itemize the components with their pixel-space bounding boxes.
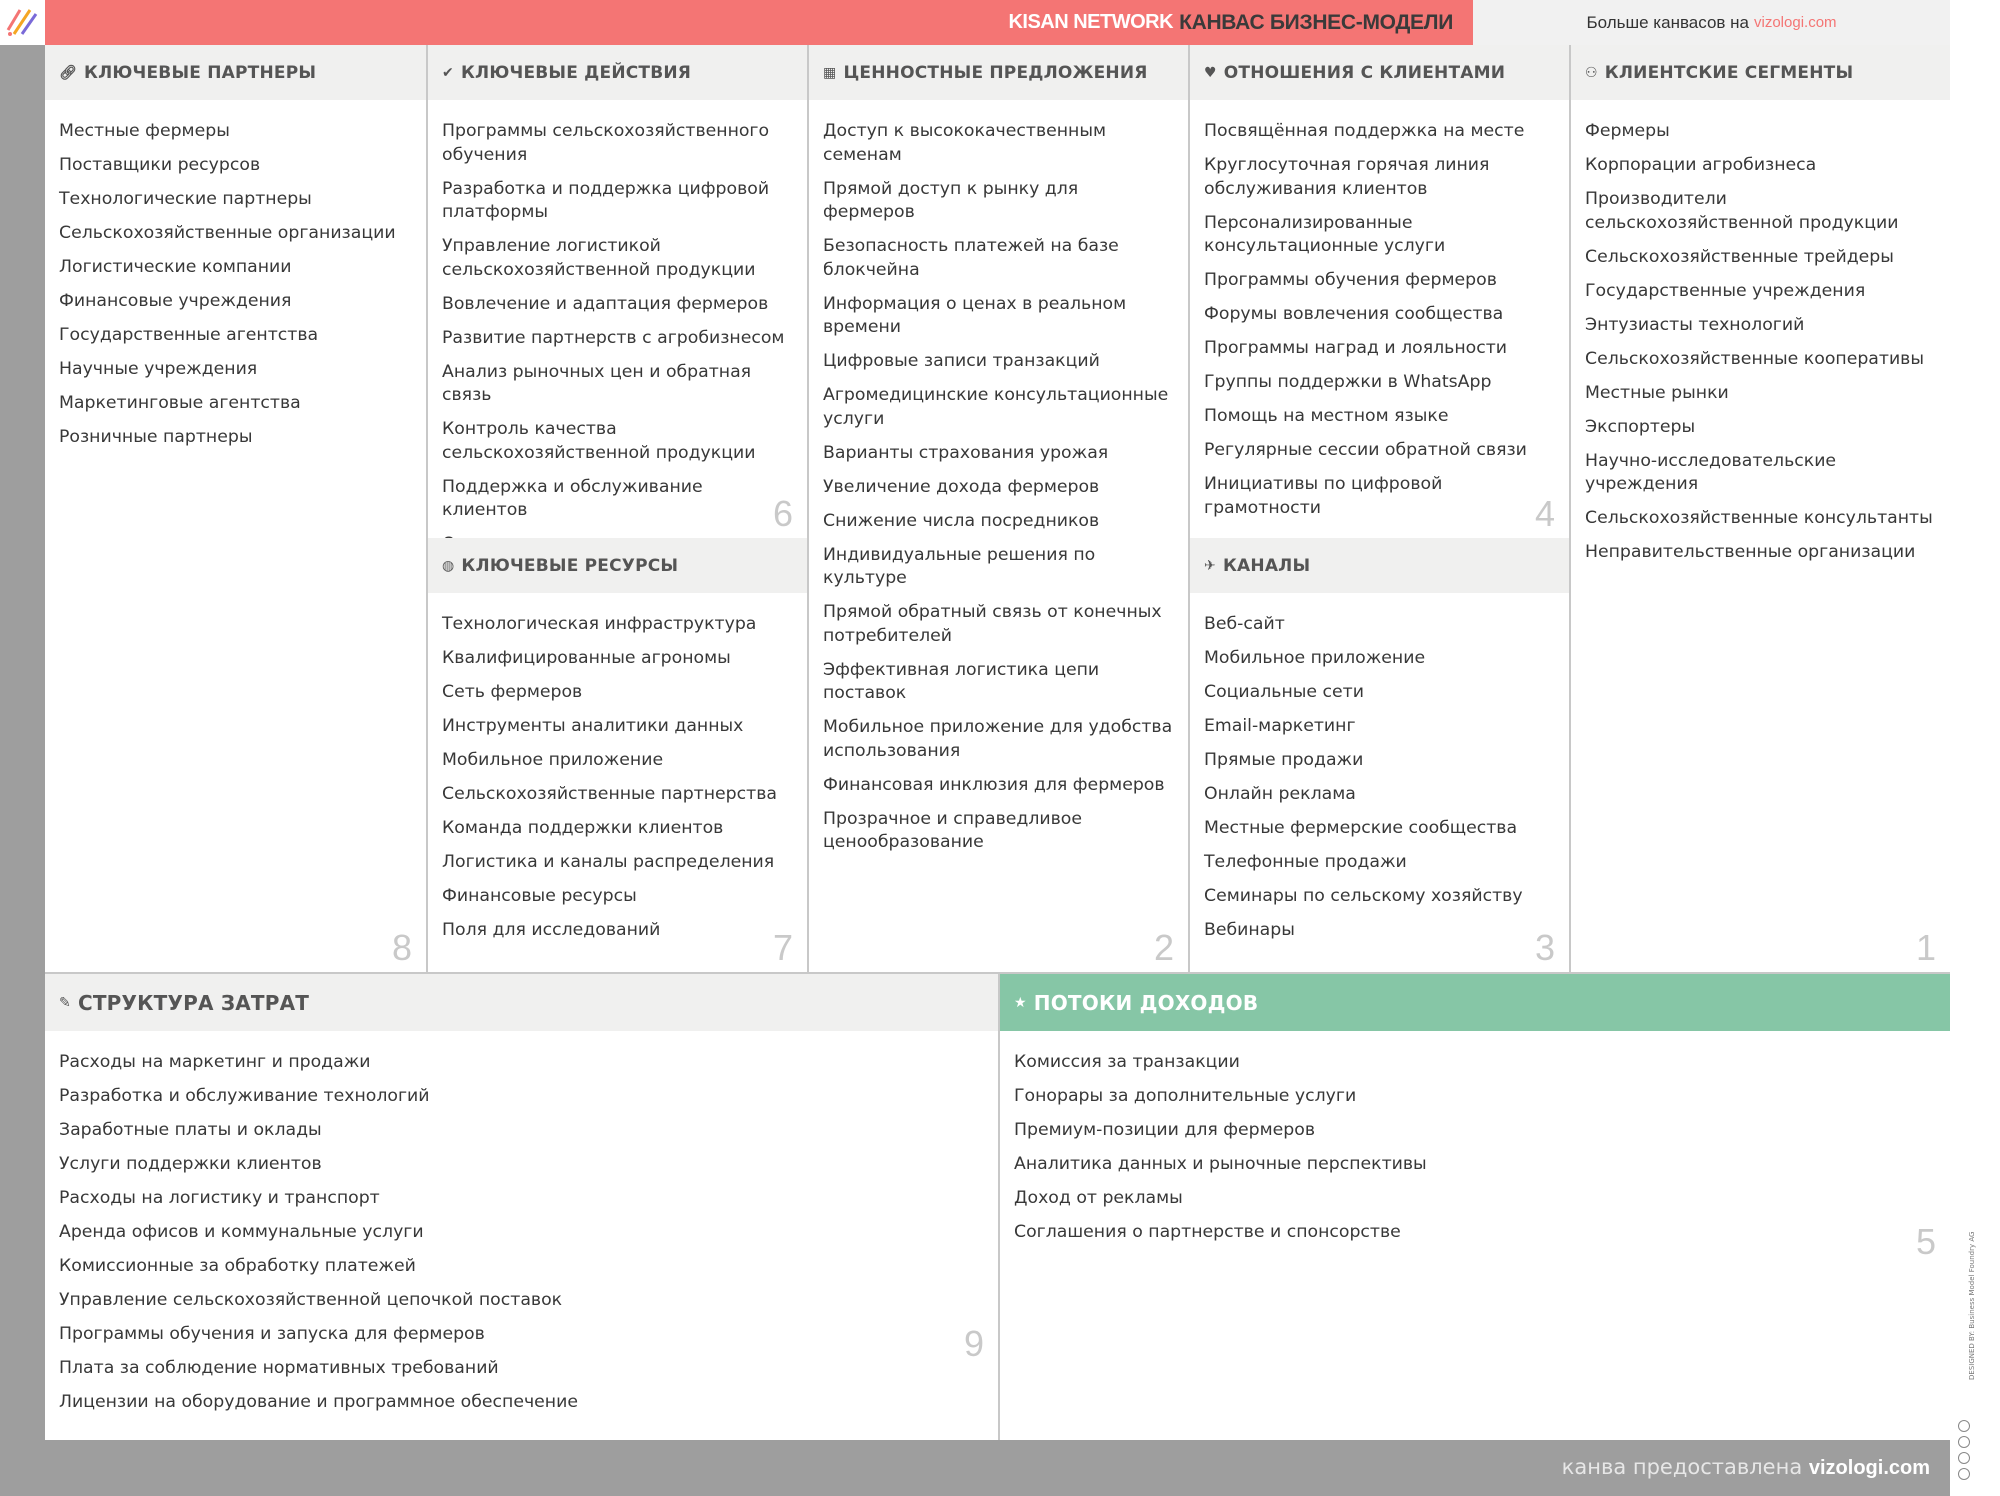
list-item: Информация о ценах в реальном времени [823, 293, 1127, 337]
list-item: Персонализированные консультационные услуги [1204, 212, 1446, 256]
license-icons [1958, 1420, 1970, 1480]
list-item: Местные фермерские сообщества [1204, 818, 1518, 838]
key-activities-header [428, 45, 807, 100]
customer-relationships-list [1190, 100, 1569, 520]
vizologi-link[interactable]: vizologi.com [1754, 14, 1837, 31]
list-item: Увеличение дохода фермеров [823, 476, 1100, 497]
list-item: Развитие партнерств с агробизнесом [442, 327, 785, 348]
logo-icon [0, 0, 45, 45]
canvas-provided-by[interactable] [1562, 1455, 1930, 1480]
list-item: Комиссионные за обработку платежей [59, 1256, 416, 1276]
key-partners-list [45, 100, 426, 450]
list-item: Круглосуточная горячая линия обслуживания клиентов [1204, 155, 1490, 199]
list-item: Доступ к высококачественным семенам [823, 121, 1107, 165]
key-resources-block [426, 538, 807, 972]
nc-icon [1958, 1468, 1970, 1480]
list-item: Расходы на логистику и транспорт [59, 1188, 380, 1208]
list-item: Энтузиасты технологий [1585, 314, 1805, 335]
list-item: Команда поддержки клиентов [442, 818, 724, 838]
revenue-streams-block [998, 972, 1950, 1440]
list-item: Варианты страхования урожая [823, 442, 1109, 463]
sa-icon [1958, 1452, 1970, 1464]
heart-icon: ♥ [1204, 64, 1217, 81]
list-item: Финансовая инклюзия для фермеров [823, 774, 1165, 795]
list-item: Расходы на маркетинг и продажи [59, 1052, 371, 1072]
list-item: Форумы вовлечения сообщества [1204, 304, 1504, 324]
tag-icon: ✎ [59, 994, 71, 1011]
block-number: 4 [1534, 493, 1555, 534]
plane-icon: ✈ [1204, 557, 1216, 574]
list-item: Вебинары [1204, 920, 1295, 940]
cc-icon [1958, 1420, 1970, 1432]
list-item: Управление сельскохозяйственной цепочкой поставок [59, 1290, 563, 1310]
list-item: Контроль качества сельскохозяйственной продукции [442, 419, 756, 463]
link-icon: 🔗︎ [59, 64, 77, 81]
list-item: Программы обучения фермеров [1204, 270, 1497, 290]
block-number: 1 [1915, 927, 1936, 968]
list-item: Инициативы по цифровой грамотности [1204, 474, 1443, 518]
list-item: Сельскохозяйственные партнерства [442, 784, 777, 804]
more-canvases-text: Больше канвасов на [1586, 12, 1749, 32]
list-item: Логистические компании [59, 257, 292, 277]
list-item: Доход от рекламы [1014, 1188, 1183, 1208]
list-item: Технологическая инфраструктура [442, 614, 757, 634]
list-item: Соглашения о партнерстве и спонсорстве [1014, 1222, 1401, 1242]
cost-structure-block [45, 972, 998, 1440]
list-item: Местные рынки [1585, 382, 1729, 403]
list-item: Сельскохозяйственные организации [59, 223, 396, 243]
block-number: 3 [1534, 927, 1555, 968]
list-item: Телефонные продажи [1204, 852, 1407, 872]
list-item: Группы поддержки в WhatsApp [1204, 372, 1492, 392]
value-propositions-title: ЦЕННОСТНЫЕ ПРЕДЛОЖЕНИЯ [843, 62, 1148, 83]
list-item: Индивидуальные решения по культуре [823, 544, 1096, 588]
list-item: Премиум-позиции для фермеров [1014, 1120, 1316, 1140]
list-item: Сеть фермеров [442, 682, 583, 702]
list-item: Разработка и поддержка цифровой платформы [442, 178, 770, 222]
canvas-title: КАНВАС БИЗНЕС-МОДЕЛИ [1179, 10, 1453, 34]
list-item: Программы наград и лояльности [1204, 338, 1507, 358]
list-item: Научные учреждения [59, 359, 258, 379]
gift-icon: ▦ [823, 64, 837, 81]
provided-text: канва предоставлена [1561, 1455, 1803, 1479]
list-item: Научно-исследовательские учреждения [1585, 450, 1837, 494]
list-item: Корпорации агробизнеса [1585, 155, 1817, 175]
list-item: Веб-сайт [1204, 614, 1285, 634]
key-partners-block [45, 45, 426, 972]
list-item: Комиссия за транзакции [1014, 1052, 1240, 1072]
vizologi-logo[interactable] [0, 0, 45, 45]
block-number: 9 [963, 1323, 984, 1364]
list-item: Экспортеры [1585, 416, 1696, 437]
list-item: Вовлечение и адаптация фермеров [442, 293, 769, 314]
designer-credit: DESIGNED BY: Business Model Foundry AG [1968, 1231, 1976, 1380]
key-resources-title: КЛЮЧЕВЫЕ РЕСУРСЫ [461, 555, 679, 576]
list-item: Цифровые записи транзакций [823, 351, 1100, 371]
customer-relationships-header [1190, 45, 1569, 100]
company-name: KISAN NETWORK [1008, 11, 1174, 33]
list-item: Разработка и обслуживание технологий [59, 1086, 430, 1106]
revenue-streams-list [1000, 1031, 1950, 1245]
list-item: Местные фермеры [59, 121, 230, 141]
block-number: 6 [772, 493, 793, 534]
block-number: 5 [1915, 1221, 1936, 1262]
by-icon [1958, 1436, 1970, 1448]
revenue-streams-title: ПОТОКИ ДОХОДОВ [1033, 990, 1259, 1015]
list-item: Производители сельскохозяйственной продукции [1585, 189, 1899, 233]
revenue-streams-header [1000, 974, 1950, 1031]
list-item: Финансовые учреждения [59, 291, 292, 311]
cost-structure-list [45, 1031, 998, 1415]
customer-relationships-title: ОТНОШЕНИЯ С КЛИЕНТАМИ [1223, 62, 1506, 83]
list-item: Сельскохозяйственные трейдеры [1585, 246, 1894, 267]
list-item: Мобильное приложение [442, 750, 664, 770]
list-item: Технологические партнеры [59, 189, 312, 209]
check-icon: ✔ [442, 64, 454, 81]
customer-segments-block [1569, 45, 1950, 972]
list-item: Поставщики ресурсов [59, 155, 261, 175]
cost-structure-header [45, 974, 998, 1031]
list-item: Логистика и каналы распределения [442, 852, 775, 872]
list-item: Услуги поддержки клиентов [59, 1154, 322, 1174]
list-item: Эффективная логистика цепи поставок [823, 659, 1100, 703]
globe-icon: ◍ [442, 557, 455, 574]
list-item: Плата за соблюдение нормативных требований [59, 1358, 499, 1378]
list-item: Прямой доступ к рынку для фермеров [823, 178, 1079, 222]
channels-list [1190, 593, 1569, 943]
value-propositions-list [809, 100, 1188, 855]
key-resources-list [428, 593, 807, 943]
list-item: Заработные платы и оклады [59, 1120, 322, 1140]
list-item: Регулярные сессии обратной связи [1204, 440, 1527, 460]
key-partners-title: КЛЮЧЕВЫЕ ПАРТНЕРЫ [83, 62, 317, 83]
block-number: 2 [1153, 927, 1174, 968]
list-item: Агромедицинские консультационные услуги [823, 385, 1169, 429]
list-item: Управление логистикой сельскохозяйственной продукции [442, 236, 756, 280]
key-partners-header [45, 45, 426, 100]
list-item: Государственные агентства [59, 325, 319, 345]
customer-segments-title: КЛИЕНТСКИЕ СЕГМЕНТЫ [1604, 62, 1854, 83]
key-activities-title: КЛЮЧЕВЫЕ ДЕЙСТВИЯ [460, 62, 692, 83]
cost-structure-title: СТРУКТУРА ЗАТРАТ [77, 990, 310, 1015]
list-item: Семинары по сельскому хозяйству [1204, 886, 1523, 906]
list-item: Программы сельскохозяйственного обучения [442, 121, 770, 165]
list-item: Лицензии на оборудование и программное обеспечение [59, 1392, 578, 1412]
list-item: Посвящённая поддержка на месте [1204, 121, 1525, 141]
list-item: Гонорары за дополнительные услуги [1014, 1086, 1357, 1106]
list-item: Анализ рыночных цен и обратная связь [442, 361, 752, 405]
list-item: Фермеры [1585, 121, 1670, 141]
list-item: Прямой обратный связь от конечных потребителей [823, 602, 1162, 646]
list-item: Поддержка и обслуживание клиентов [442, 476, 703, 520]
list-item: Розничные партнеры [59, 427, 253, 447]
more-canvases[interactable] [1473, 0, 1950, 45]
list-item: Квалифицированные агрономы [442, 648, 731, 668]
block-number: 8 [391, 927, 412, 968]
list-item: Сельскохозяйственные кооперативы [1585, 348, 1925, 369]
customer-segments-header [1571, 45, 1950, 100]
list-item: Сельскохозяйственные консультанты [1585, 508, 1933, 528]
customer-relationships-block [1188, 45, 1569, 538]
list-item: Мобильное приложение [1204, 648, 1426, 668]
channels-block [1188, 538, 1569, 972]
key-activities-block [426, 45, 807, 538]
list-item: Безопасность платежей на базе блокчейна [823, 236, 1119, 280]
channels-header [1190, 538, 1569, 593]
star-icon: ★ [1014, 994, 1027, 1011]
value-propositions-header [809, 45, 1188, 100]
list-item: Финансовые ресурсы [442, 886, 637, 906]
list-item: Социальные сети [1204, 682, 1364, 702]
channels-title: КАНАЛЫ [1222, 555, 1311, 576]
list-item: Неправительственные организации [1585, 542, 1916, 562]
list-item: Онлайн реклама [1204, 784, 1356, 804]
key-resources-header [428, 538, 807, 593]
list-item: Аналитика данных и рыночные перспективы [1014, 1154, 1427, 1174]
business-model-canvas [45, 45, 1950, 1440]
list-item: Программы обучения и запуска для фермеров [59, 1324, 485, 1344]
key-activities-list [428, 100, 807, 557]
list-item: Мобильное приложение для удобства использования [823, 717, 1173, 761]
vizologi-footer-link[interactable]: vizologi.com [1808, 1457, 1930, 1479]
value-propositions-block [807, 45, 1188, 972]
list-item: Маркетинговые агентства [59, 393, 301, 413]
list-item: Прозрачное и справедливое ценообразование [823, 808, 1083, 852]
list-item: Государственные учреждения [1585, 280, 1866, 301]
list-item: Email-маркетинг [1204, 716, 1356, 736]
list-item: Прямые продажи [1204, 750, 1364, 770]
list-item: Аренда офисов и коммунальные услуги [59, 1222, 424, 1242]
list-item: Помощь на местном языке [1204, 406, 1449, 426]
people-icon: ⚇ [1585, 64, 1598, 81]
canvas-title-bar [45, 0, 1473, 45]
list-item: Инструменты аналитики данных [442, 716, 744, 736]
block-number: 7 [772, 927, 793, 968]
list-item: Поля для исследований [442, 920, 661, 940]
customer-segments-list [1571, 100, 1950, 565]
list-item: Снижение числа посредников [823, 510, 1100, 531]
